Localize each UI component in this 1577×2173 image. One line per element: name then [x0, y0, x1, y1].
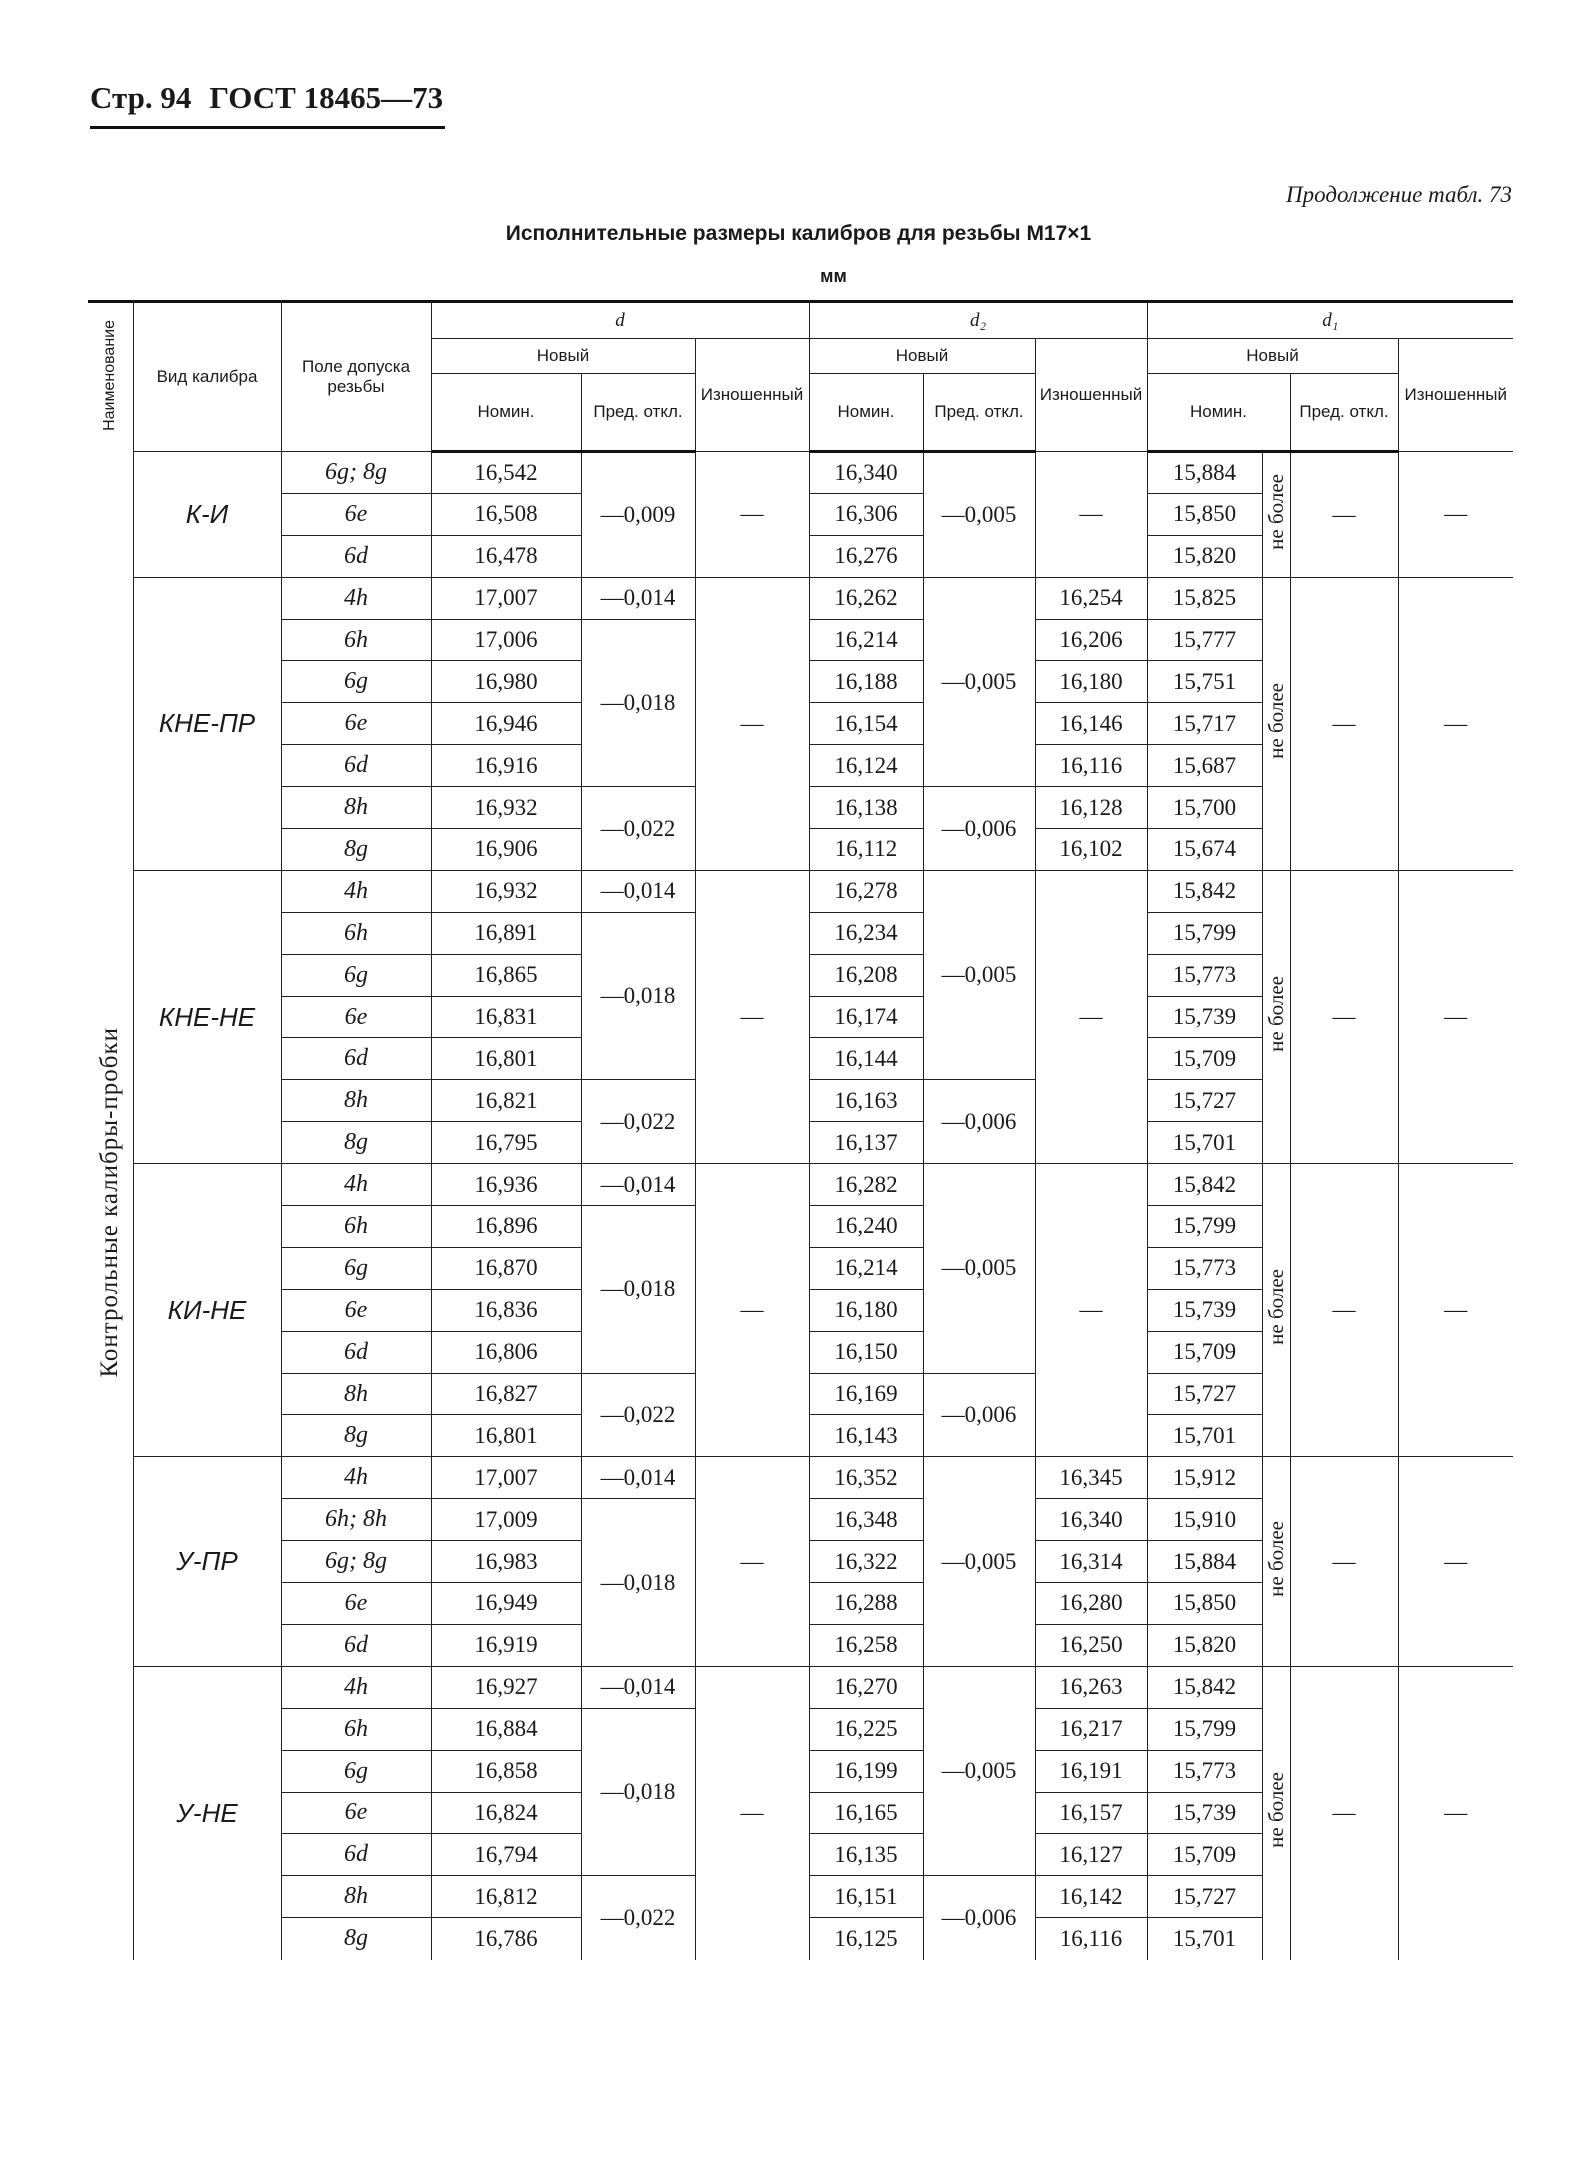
d2-nominal: 16,278 — [809, 870, 923, 912]
d1-nominal: 15,825 — [1147, 577, 1262, 619]
d-nominal: 16,786 — [431, 1918, 581, 1960]
tolerance-field: 6h — [281, 619, 431, 661]
d-nominal: 16,478 — [431, 535, 581, 577]
d-nominal: 16,980 — [431, 661, 581, 703]
d2-nominal: 16,306 — [809, 493, 923, 535]
d2-nominal: 16,282 — [809, 1164, 923, 1206]
gauge-kind: КНЕ-ПР — [133, 577, 281, 870]
d-nominal: 16,801 — [431, 1038, 581, 1080]
header-d2: d₂ — [809, 302, 1147, 339]
d2-nominal: 16,169 — [809, 1373, 923, 1415]
d-deviation: —0,018 — [581, 1206, 695, 1374]
tolerance-field: 4h — [281, 1666, 431, 1708]
d1-deviation: — — [1290, 577, 1398, 870]
d2-nominal: 16,322 — [809, 1541, 923, 1583]
tolerance-field: 6e — [281, 996, 431, 1038]
d2-nominal: 16,135 — [809, 1834, 923, 1876]
d1-deviation: — — [1290, 870, 1398, 1163]
d1-nominal: 15,773 — [1147, 1247, 1262, 1289]
d1-deviation: — — [1290, 1666, 1398, 1959]
d-nominal: 16,795 — [431, 1122, 581, 1164]
d-worn: — — [695, 577, 809, 870]
tolerance-field: 6e — [281, 1583, 431, 1625]
d1-not-more — [1262, 1164, 1290, 1457]
not-more-label: не более — [1263, 473, 1288, 550]
tolerance-field: 6d — [281, 745, 431, 787]
d1-nominal: 15,739 — [1147, 1792, 1262, 1834]
d1-worn: — — [1398, 1666, 1513, 1959]
header-d1-dev: Пред. откл. — [1290, 374, 1398, 452]
not-more-label: не более — [1263, 1269, 1288, 1346]
d2-nominal: 16,138 — [809, 787, 923, 829]
d-nominal: 16,932 — [431, 870, 581, 912]
header-kind: Вид калибра — [133, 302, 281, 452]
d1-not-more — [1262, 1666, 1290, 1959]
tolerance-field: 6g — [281, 1750, 431, 1792]
header-d1: d₁ — [1147, 302, 1513, 339]
tolerance-field: 6d — [281, 1331, 431, 1373]
d2-deviation: —0,006 — [923, 1080, 1035, 1164]
d-nominal: 16,794 — [431, 1834, 581, 1876]
tolerance-field: 8h — [281, 1373, 431, 1415]
d1-nominal: 15,674 — [1147, 829, 1262, 871]
d-nominal: 17,009 — [431, 1499, 581, 1541]
tolerance-field: 6g — [281, 661, 431, 703]
header-name: Наименование — [88, 302, 133, 452]
header-d1-new: Новый — [1147, 339, 1398, 374]
header-d-new: Новый — [431, 339, 695, 374]
tolerance-field: 6e — [281, 493, 431, 535]
d-nominal: 16,801 — [431, 1415, 581, 1457]
d-nominal: 16,858 — [431, 1750, 581, 1792]
d-nominal: 16,812 — [431, 1876, 581, 1918]
d-nominal: 16,927 — [431, 1666, 581, 1708]
d-deviation: —0,018 — [581, 1499, 695, 1667]
d2-deviation: —0,005 — [923, 1457, 1035, 1666]
d1-nominal: 15,739 — [1147, 996, 1262, 1038]
tolerance-field: 8g — [281, 1918, 431, 1960]
d-worn: — — [695, 452, 809, 578]
d2-worn: 16,340 — [1035, 1499, 1147, 1541]
d2-nominal: 16,151 — [809, 1876, 923, 1918]
d1-worn: — — [1398, 1164, 1513, 1457]
d-nominal: 16,870 — [431, 1247, 581, 1289]
d1-nominal: 15,884 — [1147, 452, 1262, 494]
d2-deviation: —0,006 — [923, 1373, 1035, 1457]
tolerance-field: 6h; 8h — [281, 1499, 431, 1541]
header-tol-field: Поле допуска резьбы — [281, 302, 431, 452]
tolerance-field: 4h — [281, 870, 431, 912]
d1-nominal: 15,709 — [1147, 1038, 1262, 1080]
d1-deviation: — — [1290, 1457, 1398, 1666]
d1-nominal: 15,773 — [1147, 1750, 1262, 1792]
d1-nominal: 15,777 — [1147, 619, 1262, 661]
tolerance-field: 6d — [281, 1038, 431, 1080]
d1-nominal: 15,709 — [1147, 1331, 1262, 1373]
d1-nominal: 15,739 — [1147, 1289, 1262, 1331]
tolerance-field: 8g — [281, 1415, 431, 1457]
d1-nominal: 15,701 — [1147, 1122, 1262, 1164]
d-deviation: —0,018 — [581, 912, 695, 1080]
d1-nominal: 15,700 — [1147, 787, 1262, 829]
header-d-worn: Изношенный — [695, 339, 809, 452]
d2-nominal: 16,199 — [809, 1750, 923, 1792]
d2-deviation: —0,005 — [923, 870, 1035, 1079]
table-header — [88, 302, 1513, 452]
d2-worn: 16,116 — [1035, 1918, 1147, 1960]
d2-worn: — — [1035, 1164, 1147, 1457]
gauge-kind: КНЕ-НЕ — [133, 870, 281, 1163]
tolerance-field: 8h — [281, 787, 431, 829]
tolerance-field: 6g — [281, 1247, 431, 1289]
d2-worn: 16,345 — [1035, 1457, 1147, 1499]
d-deviation: —0,014 — [581, 1164, 695, 1206]
d2-worn: — — [1035, 870, 1147, 1163]
d2-nominal: 16,143 — [809, 1415, 923, 1457]
d1-not-more — [1262, 452, 1290, 578]
d1-nominal: 15,701 — [1147, 1918, 1262, 1960]
d-nominal: 16,946 — [431, 703, 581, 745]
header-d1-nom: Номин. — [1147, 374, 1290, 452]
d-worn: — — [695, 870, 809, 1163]
d-nominal: 16,916 — [431, 745, 581, 787]
d2-worn: 16,250 — [1035, 1624, 1147, 1666]
tolerance-field: 4h — [281, 577, 431, 619]
tolerance-field: 8g — [281, 829, 431, 871]
d1-nominal: 15,820 — [1147, 1624, 1262, 1666]
d2-nominal: 16,288 — [809, 1583, 923, 1625]
d2-worn: 16,254 — [1035, 577, 1147, 619]
d-nominal: 16,896 — [431, 1206, 581, 1248]
d2-nominal: 16,137 — [809, 1122, 923, 1164]
not-more-label: не более — [1263, 1520, 1288, 1597]
d1-nominal: 15,842 — [1147, 1164, 1262, 1206]
header-d-nom: Номин. — [431, 374, 581, 452]
d1-not-more — [1262, 1457, 1290, 1666]
d1-not-more — [1262, 870, 1290, 1163]
table-continuation: Продолжение табл. 73 — [1286, 182, 1512, 207]
tolerance-field: 6e — [281, 1289, 431, 1331]
d1-nominal: 15,842 — [1147, 1666, 1262, 1708]
header-d-dev: Пред. откл. — [581, 374, 695, 452]
d1-nominal: 15,884 — [1147, 1541, 1262, 1583]
d-deviation: —0,009 — [581, 452, 695, 578]
d2-nominal: 16,125 — [809, 1918, 923, 1960]
d2-nominal: 16,180 — [809, 1289, 923, 1331]
d2-worn: — — [1035, 452, 1147, 578]
d1-nominal: 15,799 — [1147, 1206, 1262, 1248]
d2-worn: 16,127 — [1035, 1834, 1147, 1876]
d2-nominal: 16,124 — [809, 745, 923, 787]
tolerance-field: 8g — [281, 1122, 431, 1164]
gauge-dimensions-table — [88, 300, 1513, 1960]
d-nominal: 16,827 — [431, 1373, 581, 1415]
d1-deviation: — — [1290, 1164, 1398, 1457]
d1-worn: — — [1398, 870, 1513, 1163]
tolerance-field: 6g — [281, 954, 431, 996]
table-row — [88, 452, 1513, 494]
d2-nominal: 16,240 — [809, 1206, 923, 1248]
d-nominal: 17,007 — [431, 1457, 581, 1499]
table-unit: мм — [820, 266, 847, 286]
d-deviation: —0,018 — [581, 1708, 695, 1876]
d1-not-more — [1262, 577, 1290, 870]
tolerance-field: 6h — [281, 912, 431, 954]
table-caption: Исполнительные размеры калибров для резьбы М17×1 — [505, 222, 1092, 245]
document-code: ГОСТ 18465—73 — [209, 80, 444, 115]
d-deviation: —0,014 — [581, 870, 695, 912]
header-d2-worn: Изношенный — [1035, 339, 1147, 452]
d-deviation: —0,014 — [581, 1666, 695, 1708]
tolerance-field: 6g; 8g — [281, 1541, 431, 1583]
d2-nominal: 16,270 — [809, 1666, 923, 1708]
d2-worn: 16,263 — [1035, 1666, 1147, 1708]
d2-nominal: 16,348 — [809, 1499, 923, 1541]
d2-deviation: —0,006 — [923, 1876, 1035, 1960]
d-nominal: 16,884 — [431, 1708, 581, 1750]
d1-nominal: 15,751 — [1147, 661, 1262, 703]
d-deviation: —0,022 — [581, 1876, 695, 1960]
d1-nominal: 15,727 — [1147, 1876, 1262, 1918]
tolerance-field: 6e — [281, 1792, 431, 1834]
d2-nominal: 16,174 — [809, 996, 923, 1038]
d1-nominal: 15,910 — [1147, 1499, 1262, 1541]
d1-nominal: 15,687 — [1147, 745, 1262, 787]
header-d2-dev: Пред. откл. — [923, 374, 1035, 452]
d-nominal: 16,936 — [431, 1164, 581, 1206]
tolerance-field: 6d — [281, 535, 431, 577]
d-nominal: 17,006 — [431, 619, 581, 661]
d2-worn: 16,157 — [1035, 1792, 1147, 1834]
page-number: Стр. 94 — [90, 80, 192, 115]
d-nominal: 16,983 — [431, 1541, 581, 1583]
d2-worn: 16,217 — [1035, 1708, 1147, 1750]
d1-nominal: 15,850 — [1147, 493, 1262, 535]
d1-nominal: 15,709 — [1147, 1834, 1262, 1876]
d-deviation: —0,022 — [581, 1080, 695, 1164]
d-nominal: 16,821 — [431, 1080, 581, 1122]
tolerance-field: 4h — [281, 1164, 431, 1206]
d2-nominal: 16,188 — [809, 661, 923, 703]
d1-nominal: 15,799 — [1147, 912, 1262, 954]
d2-worn: 16,180 — [1035, 661, 1147, 703]
d-nominal: 16,919 — [431, 1624, 581, 1666]
d1-nominal: 15,701 — [1147, 1415, 1262, 1457]
d2-deviation: —0,005 — [923, 577, 1035, 786]
d1-nominal: 15,820 — [1147, 535, 1262, 577]
d1-nominal: 15,773 — [1147, 954, 1262, 996]
d-nominal: 16,949 — [431, 1583, 581, 1625]
d-worn: — — [695, 1666, 809, 1959]
gauge-kind: К-И — [133, 452, 281, 578]
table-body — [88, 452, 1513, 1960]
header-d: d — [431, 302, 809, 339]
d-nominal: 16,865 — [431, 954, 581, 996]
d2-deviation: —0,005 — [923, 1666, 1035, 1875]
page-header — [90, 80, 445, 129]
d2-nominal: 16,163 — [809, 1080, 923, 1122]
d-deviation: —0,014 — [581, 577, 695, 619]
d1-worn: — — [1398, 452, 1513, 578]
gauge-kind: У-НЕ — [133, 1666, 281, 1959]
d-nominal: 17,007 — [431, 577, 581, 619]
tolerance-field: 6d — [281, 1624, 431, 1666]
d2-worn: 16,116 — [1035, 745, 1147, 787]
gauge-kind: У-ПР — [133, 1457, 281, 1666]
d1-nominal: 15,842 — [1147, 870, 1262, 912]
not-more-label: не более — [1263, 682, 1288, 759]
d2-nominal: 16,258 — [809, 1624, 923, 1666]
name-cell — [88, 452, 133, 1960]
header-d1-worn: Изношенный — [1398, 339, 1513, 452]
d-nominal: 16,891 — [431, 912, 581, 954]
tolerance-field: 8h — [281, 1080, 431, 1122]
name-label: Контрольные калибры-пробки — [96, 1027, 124, 1378]
gauge-kind: КИ-НЕ — [133, 1164, 281, 1457]
tolerance-field: 6e — [281, 703, 431, 745]
d2-nominal: 16,154 — [809, 703, 923, 745]
d2-deviation: —0,005 — [923, 452, 1035, 578]
d1-nominal: 15,717 — [1147, 703, 1262, 745]
header-d2-nom: Номин. — [809, 374, 923, 452]
d-nominal: 16,508 — [431, 493, 581, 535]
d2-nominal: 16,165 — [809, 1792, 923, 1834]
d2-nominal: 16,352 — [809, 1457, 923, 1499]
d2-deviation: —0,005 — [923, 1164, 1035, 1373]
d-nominal: 16,906 — [431, 829, 581, 871]
d-deviation: —0,018 — [581, 619, 695, 787]
d1-deviation: — — [1290, 452, 1398, 578]
d2-worn: 16,206 — [1035, 619, 1147, 661]
d1-nominal: 15,799 — [1147, 1708, 1262, 1750]
d1-worn: — — [1398, 1457, 1513, 1666]
d2-nominal: 16,340 — [809, 452, 923, 494]
tolerance-field: 4h — [281, 1457, 431, 1499]
d2-deviation: —0,006 — [923, 787, 1035, 871]
header-d2-new: Новый — [809, 339, 1035, 374]
d2-nominal: 16,225 — [809, 1708, 923, 1750]
not-more-label: не более — [1263, 976, 1288, 1052]
d2-nominal: 16,234 — [809, 912, 923, 954]
table-row — [88, 577, 1513, 619]
tolerance-field: 6g; 8g — [281, 452, 431, 494]
d1-nominal: 15,850 — [1147, 1583, 1262, 1625]
d-deviation: —0,014 — [581, 1457, 695, 1499]
d2-nominal: 16,276 — [809, 535, 923, 577]
d2-worn: 16,142 — [1035, 1876, 1147, 1918]
table-row — [88, 1164, 1513, 1206]
d2-worn: 16,314 — [1035, 1541, 1147, 1583]
d-nominal: 16,836 — [431, 1289, 581, 1331]
d2-worn: 16,280 — [1035, 1583, 1147, 1625]
d-nominal: 16,806 — [431, 1331, 581, 1373]
table-row — [88, 870, 1513, 912]
d2-nominal: 16,150 — [809, 1331, 923, 1373]
d2-nominal: 16,208 — [809, 954, 923, 996]
d-worn: — — [695, 1164, 809, 1457]
d2-worn: 16,146 — [1035, 703, 1147, 745]
d2-nominal: 16,112 — [809, 829, 923, 871]
d2-nominal: 16,214 — [809, 619, 923, 661]
table-row — [88, 1666, 1513, 1708]
d-nominal: 16,831 — [431, 996, 581, 1038]
d2-worn: 16,102 — [1035, 829, 1147, 871]
d-worn: — — [695, 1457, 809, 1666]
d1-worn: — — [1398, 577, 1513, 870]
d1-nominal: 15,727 — [1147, 1373, 1262, 1415]
tolerance-field: 6h — [281, 1708, 431, 1750]
d-nominal: 16,824 — [431, 1792, 581, 1834]
d2-nominal: 16,144 — [809, 1038, 923, 1080]
d-nominal: 16,542 — [431, 452, 581, 494]
d1-nominal: 15,912 — [1147, 1457, 1262, 1499]
table-row — [88, 1457, 1513, 1499]
d2-nominal: 16,262 — [809, 577, 923, 619]
d2-worn: 16,128 — [1035, 787, 1147, 829]
d1-nominal: 15,727 — [1147, 1080, 1262, 1122]
tolerance-field: 6h — [281, 1206, 431, 1248]
d-deviation: —0,022 — [581, 787, 695, 871]
not-more-label: не более — [1263, 1772, 1288, 1849]
d-deviation: —0,022 — [581, 1373, 695, 1457]
d-nominal: 16,932 — [431, 787, 581, 829]
tolerance-field: 8h — [281, 1876, 431, 1918]
tolerance-field: 6d — [281, 1834, 431, 1876]
d2-worn: 16,191 — [1035, 1750, 1147, 1792]
d2-nominal: 16,214 — [809, 1247, 923, 1289]
